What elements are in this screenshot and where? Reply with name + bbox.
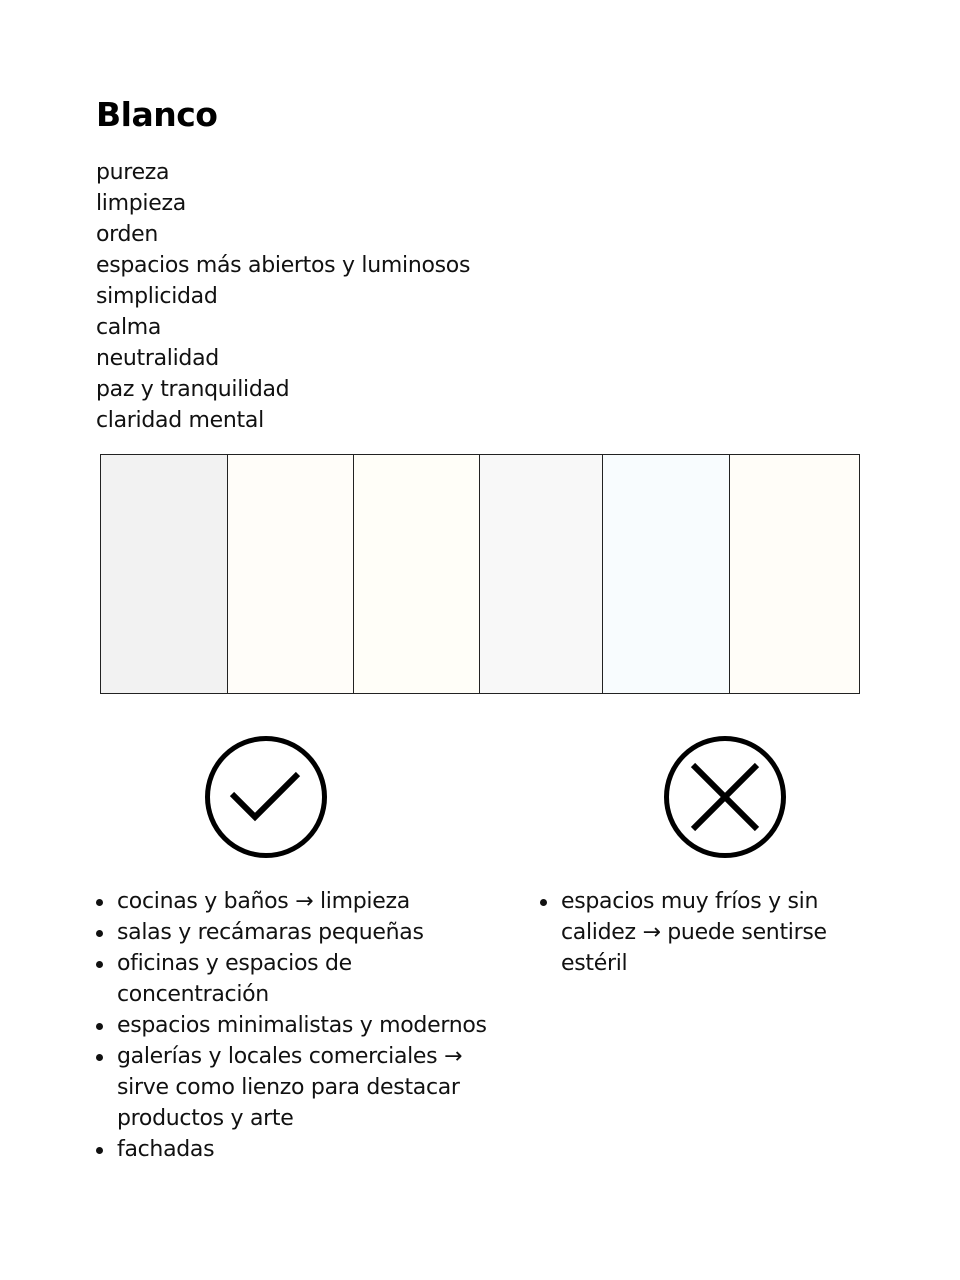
list-item: espacios minimalistas y modernos <box>96 1010 496 1041</box>
keyword-item: limpieza <box>96 191 186 216</box>
color-swatch <box>101 455 228 693</box>
color-swatch <box>730 455 859 693</box>
list-item: galerías y locales comerciales → sirve como lienzo para destacar productos y arte <box>96 1041 496 1134</box>
list-item: fachadas <box>96 1134 496 1165</box>
color-palette <box>100 454 860 694</box>
keyword-item: pureza <box>96 160 170 185</box>
list-item: cocinas y baños → limpieza <box>96 886 496 917</box>
keyword-list <box>96 157 470 436</box>
keyword-item: calma <box>96 315 162 340</box>
check-circle-icon <box>203 734 329 860</box>
color-swatch <box>603 455 730 693</box>
color-swatch <box>354 455 480 693</box>
page-title: Blanco <box>96 95 218 134</box>
color-swatch <box>228 455 354 693</box>
keyword-item: simplicidad <box>96 284 218 309</box>
keyword-item: espacios más abiertos y luminosos <box>96 253 471 278</box>
x-circle-icon <box>662 734 788 860</box>
keyword-item: neutralidad <box>96 346 219 371</box>
list-item: espacios muy fríos y sin calidez → puede sentirse estéril <box>540 886 870 979</box>
keyword-item: paz y tranquilidad <box>96 377 290 402</box>
list-item: oficinas y espacios de concentración <box>96 948 496 1010</box>
list-item: salas y recámaras pequeñas <box>96 917 496 948</box>
keyword-item: orden <box>96 222 159 247</box>
keyword-item: claridad mental <box>96 408 264 433</box>
not-recommended-list <box>540 886 870 979</box>
recommended-list <box>96 886 496 1165</box>
color-swatch <box>480 455 603 693</box>
